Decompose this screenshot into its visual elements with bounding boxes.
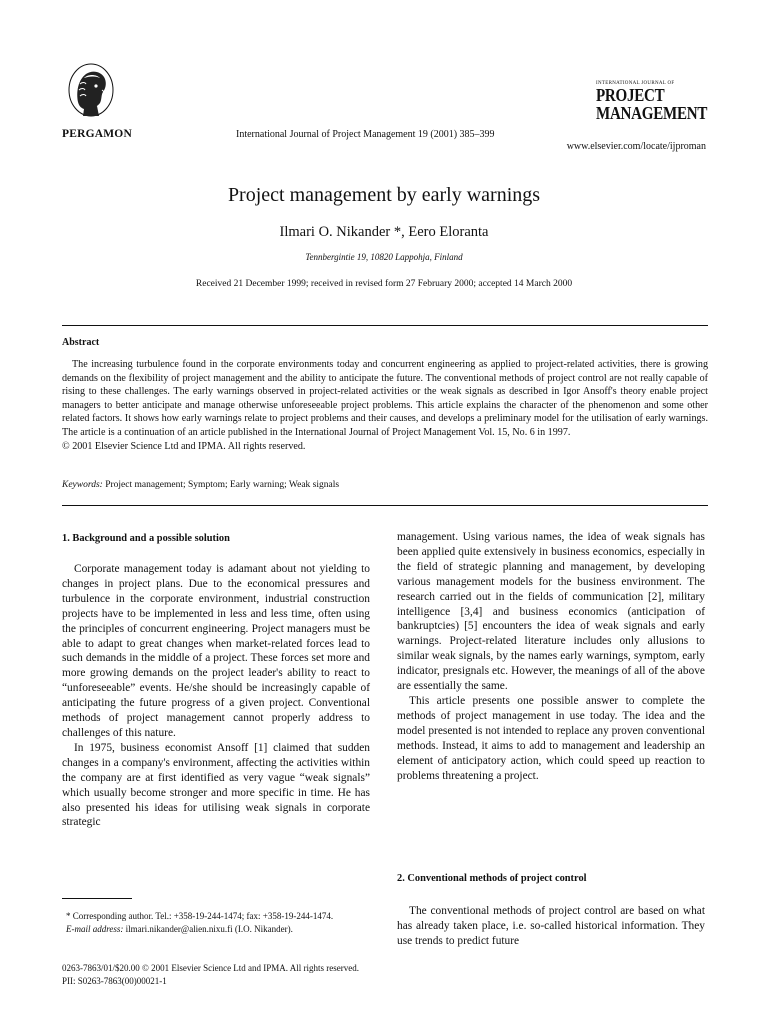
right-column-paragraph-2: This article presents one possible answer to complete the methods of project management in use today. The idea and the model presented is not intended to replace any proven conventional methods. Instead, it aims to add to management and leadership an element of anticipatory action, which could speed up reaction to problems threatening a project. [397, 694, 705, 782]
email-address[interactable]: ilmari.nikander@alien.nixu.fi (I.O. Nikander). [125, 923, 293, 934]
received-dates: Received 21 December 1999; received in revised form 27 February 2000; accepted 14 March 2000 [195, 279, 573, 289]
right-column-body [397, 530, 705, 783]
abstract-body [62, 358, 708, 453]
journal-brand-small: INTERNATIONAL JOURNAL OF [596, 81, 675, 86]
abstract-copyright: © 2001 Elsevier Science Ltd and IPMA. All rights reserved. [62, 440, 306, 452]
section-1-paragraph-1: Corporate management today is adamant about not yielding to changes in project plans. Due to the economical pressures and turbulence in the corporate environment, industrial construction projects have to be implemented in less and less time, often using the principles of concurrent engineering. Project managers must be able to adapt to great changes when market-related forces lead to such demands in the middle of a project. These forces set more and more growing demands on the project leader's ability to react to “unforeseeable” events. He/she should be increasingly capable of anticipating the future progress of a given project. Conventional methods of project management cannot properly address to challenges of this nature. [62, 563, 370, 739]
journal-brand [596, 81, 716, 122]
author-affiliation: Tennbergintie 19, 10820 Lappohja, Finland [305, 252, 463, 262]
section-2-heading: 2. Conventional methods of project control [397, 873, 587, 884]
footnote-rule [62, 898, 132, 899]
article-authors: Ilmari O. Nikander *, Eero Eloranta [279, 224, 489, 240]
keywords-list: Project management; Symptom; Early warning; Weak signals [105, 480, 340, 490]
footer-pii-line: PII: S0263-7863(00)00021-1 [62, 976, 167, 986]
keywords [62, 480, 339, 490]
article-title: Project management by early warnings [227, 184, 541, 206]
journal-url[interactable]: www.elsevier.com/locate/ijproman [566, 141, 706, 152]
footer-issn-line: 0263-7863/01/$20.00 © 2001 Elsevier Science Ltd and IPMA. All rights reserved. [62, 963, 360, 973]
section-1-body [62, 562, 370, 830]
corresponding-author-note: * Corresponding author. Tel.: +358-19-244-1474; fax: +358-19-244-1474. [66, 911, 334, 921]
journal-brand-line2: MANAGEMENT [596, 103, 708, 123]
publisher-name: PERGAMON [62, 128, 132, 140]
section-1-heading: 1. Background and a possible solution [62, 533, 230, 544]
abstract-paragraph: The increasing turbulence found in the corporate environments today and concurrent engineering as applied to project-related activities, there is growing demands on the flexibility of project management and the ability to anticipate the future. The conventional methods of project control are not really capable of rising to these challenges. The early warnings observed in project-related activities or the weak signals as described in Igor Ansoff's theory enable project managers to better anticipate and manage otherwise unforeseeable project problems. This article explains the character of the phenomenon and some other related factors. It shows how early warnings relate to project problems and their causes, and develops a preliminary model for the utilisation of early warnings. The article is a continuation of an article published in the International Journal of Project Management Vol. 15, No. 6 in 1997. [62, 359, 708, 438]
journal-brand-line1: PROJECT [596, 85, 665, 105]
abstract-heading: Abstract [62, 337, 100, 348]
right-column-paragraph-1: management. Using various names, the idea of weak signals has been applied quite extensively in business economics, especially in the field of strategic planning and management, by developing various management models for the business environment. The research carried out in the fields of communication [2], military intelligence [3,4] and business economics (anticipation of bankruptcies) [5] encounters the idea of weak signals and early warnings. Project-related literature includes only allusions to similar weak signals, by the names early warnings, symptom, early indicator, presignals etc. However, the meanings of all of the above are essentially the same. [397, 531, 705, 693]
abstract-top-rule [62, 325, 708, 326]
email-note [62, 923, 370, 936]
journal-citation: International Journal of Project Management 19 (2001) 385–399 [236, 129, 495, 140]
abstract-bottom-rule [62, 505, 708, 506]
page-footer [62, 962, 359, 988]
section-2-paragraph-1: The conventional methods of project control are based on what has already taken place, i.e. so-called historical information. They use trends to predict future [397, 905, 705, 947]
section-2-body [397, 904, 705, 949]
footnote [62, 910, 370, 935]
section-1-paragraph-2: In 1975, business economist Ansoff [1] claimed that sudden changes in a company's environment, affecting the activities within the company are at first identified as very vague “weak signals” which usually become stronger and more specific in time. He has also presented his ideas for utilising weak signals in corporate strategic [62, 741, 370, 829]
email-label: E-mail address: [66, 923, 124, 934]
publisher-logo [66, 62, 116, 120]
keywords-label: Keywords: [62, 480, 103, 490]
